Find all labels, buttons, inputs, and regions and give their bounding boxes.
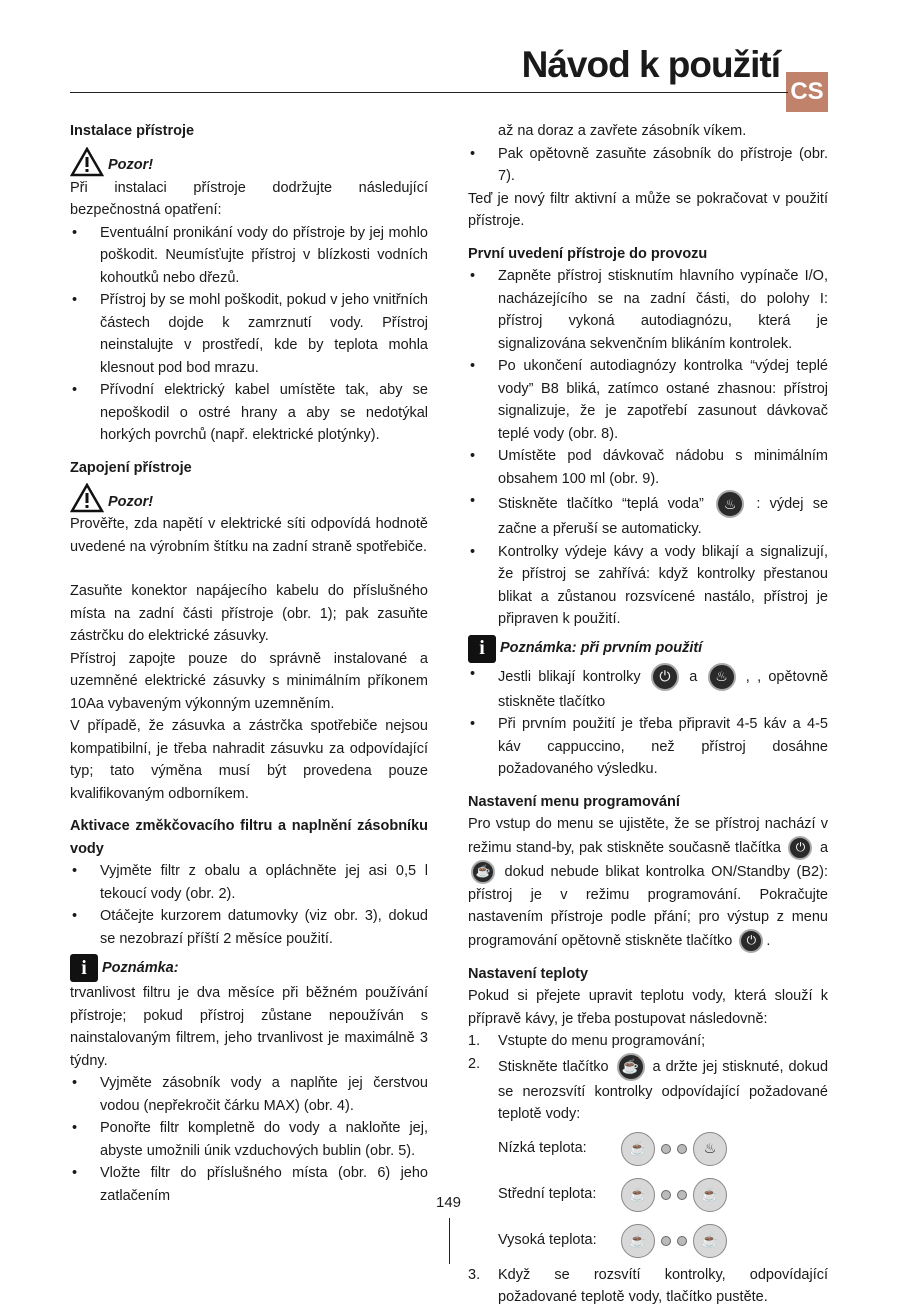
text: a [689, 668, 698, 685]
text: Pro vstup do menu se ujistěte, že se přístroj nachází v režimu stand-by, pak stiskněte současně tlačítka [468, 816, 828, 856]
list-item: • Vyjměte filtr z obalu a opláchněte jej asi 0,5 l tekoucí vody (obr. 2). [70, 860, 428, 905]
list-item [468, 1053, 828, 1126]
text: . [766, 932, 771, 949]
numbered-list [468, 1264, 828, 1309]
paragraph: Pokud si přejete upravit teplotu vody, která slouží k přípravě kávy, je třeba postupovat následovně: [468, 988, 828, 1027]
warning-icon [70, 147, 104, 177]
temperature-label: Střední teplota: [498, 1186, 597, 1203]
page-number: 149 [436, 1194, 462, 1211]
cup-icon: ☕ [621, 1224, 655, 1258]
list-item: • Přívodní elektrický kabel umístěte tak, aby se nepoškodil o ostré hrany a aby se nedotýkal horkých povrchů (např. elektrické plotýnky). [70, 379, 428, 447]
text: Jestli blikají kontrolky [498, 668, 641, 685]
power-button-icon: ⏻ [651, 663, 679, 691]
temperature-label: Nízká teplota: [498, 1140, 587, 1157]
temperature-row-high [468, 1218, 828, 1264]
bullet-list [70, 1072, 428, 1207]
warning-icon [70, 483, 104, 513]
cup-icon: ☕ [621, 1132, 655, 1166]
hot-water-button-icon: ♨ [708, 663, 736, 691]
section-title: Nastavení menu programování [468, 793, 680, 810]
coffee-button-icon: ☕ [471, 860, 495, 884]
text: a [819, 839, 829, 856]
section-title: Aktivace změkčovacího filtru a naplnění zásobníku vody [70, 818, 428, 857]
text: Když se rozsvítí kontrolky, odpovídající požadované teplotě vody, tlačítko pustěte. [498, 1266, 828, 1305]
section-title: Zapojení přístroje [70, 459, 192, 476]
list-item [468, 1264, 828, 1309]
hot-water-button-icon: ♨ [716, 490, 744, 518]
footer-rule [449, 1218, 450, 1264]
temperature-row-low [468, 1126, 828, 1172]
list-item: • Vložte filtr do příslušného místa (obr. 6) jeho zatlačením [70, 1162, 428, 1207]
paragraph: Přístroj zapojte pouze do správně instalované a uzemněné elektrické zásuvky s minimálním příkonem 10Aa vybaveným výkonným uzemněním. [70, 650, 428, 712]
text: a držte jej stisknuté, dokud se nerozsvítí kontrolky odpovídající požadované teplotě vody: [498, 1058, 829, 1122]
list-item: • Otáčejte kurzorem datumovky (viz obr. 3), dokud se nezobrazí příští 2 měsíce použití. [70, 905, 428, 950]
list-item: • Po ukončení autodiagnózy kontrolka “výdej teplé vody” B8 bliká, zatímco ostané zhasnou: přístroj signalizuje, že je zapotřebí zasunout dávkovač teplé vody (obr. 8). [468, 355, 828, 445]
list-item: • Přístroj by se mohl poškodit, pokud v jeho vnitřních částech dojde k zamrznutí vody. Přístroj neinstalujte v prostředí, kde by teplota mohla klesnout pod bod mrazu. [70, 289, 428, 379]
header-rule [70, 92, 788, 93]
section-title: První uvedení přístroje do provozu [468, 245, 708, 262]
text: dokud nebude blikat kontrolka ON/Standby (B2): přístroj je v režimu programování. Pokračujte nastavením přístroje podle přání; pro výstup z menu programování opětovně stiskněte tlačítko [468, 863, 828, 949]
coffee-button-icon: ☕ [617, 1053, 645, 1081]
led-icon [661, 1144, 671, 1154]
text: Vstupte do menu programování; [498, 1033, 706, 1049]
item-number: 2. [468, 1055, 481, 1072]
info-icon: i [70, 954, 98, 982]
section-title: Instalace přístroje [70, 123, 195, 139]
led-icon [677, 1236, 687, 1246]
note-heading [70, 954, 428, 982]
bullet-list [468, 265, 828, 631]
item-number: 3. [468, 1266, 481, 1283]
note-label: Poznámka: [102, 959, 179, 976]
mug-icon: ☕ [693, 1224, 727, 1258]
text: : výdej se začne a přeruší se automaticky. [498, 495, 829, 537]
list-item: • Pak opětovně zasuňte zásobník do přístroje (obr. 7). [468, 143, 828, 188]
water-drops-icon: ♨ [693, 1132, 727, 1166]
warning-label: Pozor! [108, 493, 154, 510]
text: , , opětovně stiskněte tlačítko [498, 668, 829, 710]
paragraph [468, 813, 828, 953]
power-button-icon: ⏻ [739, 929, 763, 953]
paragraph: Při instalaci přístroje dodržujte následující bezpečnostná opatření: [70, 179, 428, 218]
section-title: Nastavení teploty [468, 965, 589, 982]
bullet-list [468, 143, 828, 188]
list-item: • Ponořte filtr kompletně do vody a nakloňte jej, abyste umožnili únik vzduchových bublin (obr. 5). [70, 1117, 428, 1162]
note-label: Poznámka: při prvním použití [500, 640, 703, 657]
bullet-list [70, 222, 428, 447]
list-item: • Umístěte pod dávkovač nádobu s minimálním obsahem 100 ml (obr. 9). [468, 445, 828, 490]
list-item: • Eventuální pronikání vody do přístroje by jej mohlo poškodit. Neumísťujte přístroj v blízkosti vodních kohoutků nebo dřezů. [70, 222, 428, 290]
bullet-list [70, 860, 428, 950]
warning-heading [70, 483, 428, 513]
text: Stiskněte tlačítko “teplá voda” [498, 495, 704, 512]
language-badge: CS [786, 72, 828, 112]
led-icon [677, 1190, 687, 1200]
list-item: • Při prvním použití je třeba připravit 4-5 káv a 4-5 káv cappuccino, než přístroj dosáhne požadovaného výsledku. [468, 713, 828, 781]
list-item: • Zapněte přístroj stisknutím hlavního vypínače I/O, nacházejícího se na zadní části, do polohy I: přístroj vykoná autodiagnózu, která je signalizována sekvenčním blikáním kontrolek. [468, 265, 828, 355]
numbered-list [468, 1030, 828, 1126]
text: Stiskněte tlačítko [498, 1058, 609, 1075]
list-item: • Kontrolky výdeje kávy a vody blikají a signalizují, že přístroj se zahřívá: když kontrolky přestanou blikat a zůstanou rozsvícené nastálo, přístroj je připraven k použití. [468, 541, 828, 631]
paragraph: V případě, že zásuvka a zástrčka spotřebiče nejsou kompatibilní, je třeba nahradit zásuvku za odpovídající typ; tato výměna musí být provedena pouze kvalifikovaným odborníkem. [70, 718, 428, 802]
cappuccino-icon: ☕ [693, 1178, 727, 1212]
power-button-icon: ⏻ [788, 836, 812, 860]
list-item: • Vyjměte zásobník vody a naplňte jej čerstvou vodou (nepřekročit čárku MAX) (obr. 4). [70, 1072, 428, 1117]
led-icon [661, 1236, 671, 1246]
page-title: Návod k použití [521, 44, 780, 85]
info-icon: i [468, 635, 496, 663]
list-item [468, 1030, 828, 1053]
paragraph: až na doraz a zavřete zásobník víkem. [498, 123, 747, 139]
cup-icon: ☕ [621, 1178, 655, 1212]
list-item [468, 663, 828, 714]
item-number: 1. [468, 1033, 481, 1049]
paragraph: Zasuňte konektor napájecího kabelu do příslušného místa na zadní části přístroje (obr. 1); pak zasuňte zástrčku do elektrické zásuvky. [70, 583, 428, 644]
bullet-list [468, 663, 828, 781]
temperature-label: Vysoká teplota: [498, 1232, 597, 1249]
paragraph: Teď je nový filtr aktivní a může se pokračovat v použití přístroje. [468, 190, 828, 229]
right-column [468, 120, 828, 1309]
led-icon [661, 1190, 671, 1200]
warning-heading [70, 147, 428, 177]
temperature-row-medium [468, 1172, 828, 1218]
left-column [70, 120, 428, 1207]
paragraph: Prověřte, zda napětí v elektrické síti odpovídá hodnotě uvedené na výrobním štítku na zadní straně spotřebiče. [70, 516, 428, 555]
led-icon [677, 1144, 687, 1154]
note-heading [468, 635, 828, 663]
list-item [468, 490, 828, 541]
warning-label: Pozor! [108, 157, 154, 173]
paragraph: trvanlivost filtru je dva měsíce při běžném používání přístroje; pokud přístroj zůstane nepoužíván s nainstalovaným filtrem, jeho trvanlivost je maximálně 3 týdny. [70, 985, 428, 1069]
